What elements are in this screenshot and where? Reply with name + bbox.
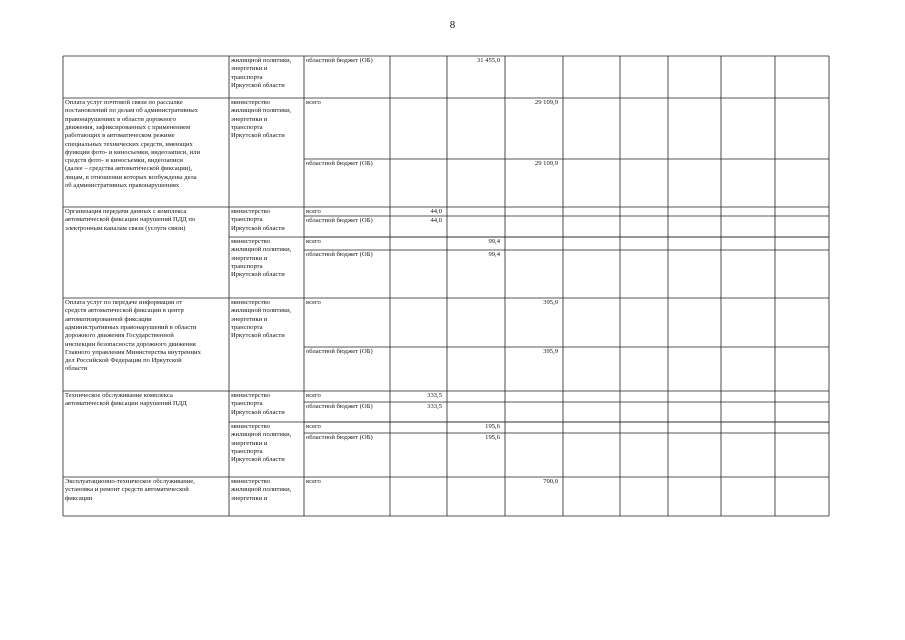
measure-text: автоматической фиксации нарушений ПДД (65, 400, 187, 408)
measure-text: Эксплуатационно-техническое обслуживание, (65, 478, 195, 485)
measure-text: административных правонарушений в области (65, 323, 197, 331)
amount-value: 44,0 (430, 208, 442, 215)
executor-text: министерство (231, 423, 270, 430)
amount-value: 195,6 (485, 423, 500, 430)
executor-text: транспорта (231, 447, 263, 455)
executor-text: министерство (231, 99, 270, 106)
amount-value: 395,9 (543, 348, 558, 355)
measure-text: лицам, в отношении которых возбуждены дела (65, 173, 197, 181)
executor-text: Иркутской области (231, 456, 285, 464)
funding-source: всего (306, 99, 321, 106)
funding-source: областной бюджет (ОБ) (306, 57, 373, 64)
funding-source: всего (306, 392, 321, 399)
measure-text: специальных технических средств, имеющих (65, 140, 193, 148)
measure-text: Оплата услуг почтовой связи по рассылке (65, 99, 183, 106)
executor-text: Иркутской области (231, 332, 285, 340)
executor-text: жилищной политики, (231, 57, 292, 64)
measure-text: дел Российской Федерации по Иркутской (65, 357, 182, 365)
executor-text: энергетики и (231, 315, 268, 323)
executor-text: Иркутской области (231, 408, 285, 416)
amount-value: 333,5 (427, 392, 442, 399)
measure-text: об административных правонарушениях (65, 182, 180, 189)
funding-source: всего (306, 208, 321, 215)
executor-text: министерство (231, 208, 270, 215)
funding-source: областной бюджет (ОБ) (306, 251, 373, 258)
executor-text: энергетики и (231, 439, 268, 447)
amount-value: 29 109,9 (534, 99, 558, 106)
measure-text: правонарушениях в области дорожного (65, 115, 176, 123)
executor-text: жилищной политики, (231, 107, 292, 115)
amount-value: 44,0 (430, 217, 442, 224)
funding-source: областной бюджет (ОБ) (306, 434, 373, 441)
executor-text: транспорта (231, 73, 263, 81)
measure-text: дорожного движения Государственной (65, 332, 174, 340)
funding-source: областной бюджет (ОБ) (306, 217, 373, 224)
measure-text: средств автоматической фиксации в центр (65, 307, 184, 315)
measure-text: установка и ремонт средств автоматической (65, 486, 189, 494)
measure-text: Главного управления Министерства внутренних (65, 348, 201, 356)
amount-value: 700,0 (543, 478, 558, 485)
measure-text: Организация передачи данных с комплекса (65, 208, 187, 215)
amount-value: 29 109,9 (534, 160, 558, 167)
measure-text: движения, зафиксированных с применением (65, 123, 191, 131)
measure-text: Техническое обслуживание комплекса (65, 392, 173, 399)
measure-text: средств фото- и киносъемки, видеозаписи (65, 157, 183, 165)
amount-value: 99,4 (488, 251, 500, 258)
executor-text: министерство (231, 238, 270, 245)
page-number: 8 (449, 19, 456, 31)
executor-text: Иркутской области (231, 271, 285, 279)
executor-text: энергетики и (231, 494, 268, 502)
executor-text: Иркутской области (231, 81, 285, 89)
executor-text: транспорта (231, 216, 263, 224)
measure-text: постановлений по делам об административных (65, 107, 198, 115)
measure-text: автоматической фиксации нарушений ПДД по (65, 216, 196, 224)
executor-text: жилищной политики, (231, 431, 292, 439)
funding-source: областной бюджет (ОБ) (306, 160, 373, 167)
funding-source: всего (306, 478, 321, 485)
measure-text: автоматизированной фиксации (65, 315, 152, 323)
executor-text: энергетики и (231, 254, 268, 262)
executor-text: транспорта (231, 262, 263, 270)
measure-text: (далее – средства автоматической фиксации), (65, 165, 193, 173)
measure-text: области (65, 365, 88, 373)
measure-text: фиксации (65, 494, 93, 502)
executor-text: транспорта (231, 400, 263, 408)
measure-text: функции фото- и киносъемки, видеозаписи, или (65, 148, 200, 156)
measure-text: инспекции безопасности дорожного движения (65, 340, 196, 348)
executor-text: энергетики и (231, 115, 268, 123)
executor-text: министерство (231, 392, 270, 399)
executor-text: жилищной политики, (231, 486, 292, 494)
funding-source: всего (306, 423, 321, 430)
measure-text: электронным каналам связи (услуги связи) (65, 224, 186, 232)
measure-text: Оплата услуг по передаче информации от (65, 299, 183, 306)
executor-text: жилищной политики, (231, 246, 292, 254)
executor-text: министерство (231, 299, 270, 306)
executor-text: министерство (231, 478, 270, 485)
amount-value: 333,5 (427, 403, 442, 410)
funding-source: всего (306, 238, 321, 245)
executor-text: Иркутской области (231, 224, 285, 232)
funding-source: областной бюджет (ОБ) (306, 403, 373, 410)
amount-value: 31 455,0 (476, 57, 500, 64)
funding-source: всего (306, 299, 321, 306)
executor-text: транспорта (231, 323, 263, 331)
amount-value: 195,6 (485, 434, 500, 441)
amount-value: 395,9 (543, 299, 558, 306)
executor-text: энергетики и (231, 65, 268, 73)
executor-text: Иркутской области (231, 132, 285, 140)
funding-source: областной бюджет (ОБ) (306, 348, 373, 355)
measure-text: работающих в автоматическом режиме (65, 132, 175, 140)
executor-text: жилищной политики, (231, 307, 292, 315)
executor-text: транспорта (231, 123, 263, 131)
amount-value: 99,4 (488, 238, 500, 245)
